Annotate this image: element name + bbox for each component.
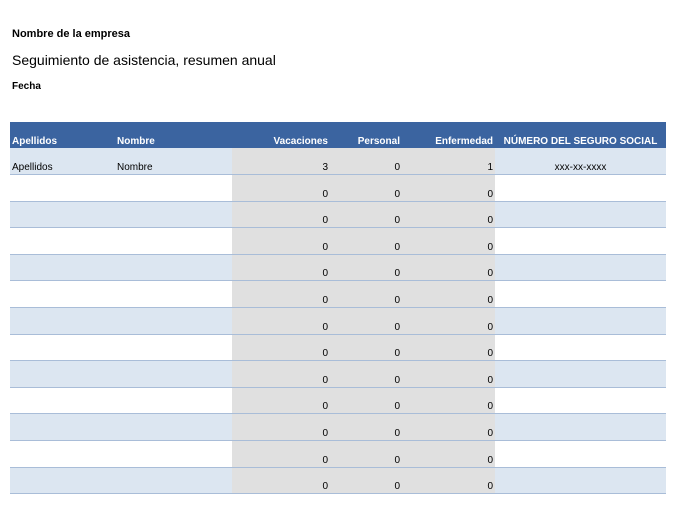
table-row xyxy=(10,441,666,468)
cell-last-name[interactable] xyxy=(10,201,115,228)
cell-sick[interactable]: 0 xyxy=(402,175,495,202)
cell-personal[interactable]: 0 xyxy=(330,361,402,388)
cell-first-name[interactable] xyxy=(115,175,232,202)
cell-ssn[interactable] xyxy=(495,281,666,308)
cell-first-name[interactable] xyxy=(115,201,232,228)
cell-sick[interactable]: 0 xyxy=(402,281,495,308)
cell-last-name[interactable] xyxy=(10,361,115,388)
cell-ssn[interactable] xyxy=(495,441,666,468)
cell-vacation[interactable]: 0 xyxy=(232,308,330,335)
cell-first-name[interactable] xyxy=(115,254,232,281)
cell-vacation[interactable]: 0 xyxy=(232,175,330,202)
cell-last-name[interactable] xyxy=(10,308,115,335)
cell-personal[interactable]: 0 xyxy=(330,228,402,255)
cell-personal[interactable]: 0 xyxy=(330,254,402,281)
cell-ssn[interactable] xyxy=(495,254,666,281)
cell-sick[interactable]: 0 xyxy=(402,467,495,494)
cell-ssn[interactable] xyxy=(495,361,666,388)
cell-personal[interactable]: 0 xyxy=(330,334,402,361)
cell-first-name[interactable] xyxy=(115,387,232,414)
cell-sick[interactable]: 0 xyxy=(402,441,495,468)
cell-personal[interactable]: 0 xyxy=(330,201,402,228)
cell-personal[interactable]: 0 xyxy=(330,387,402,414)
column-header-personal[interactable]: Personal xyxy=(330,122,402,148)
cell-first-name[interactable] xyxy=(115,441,232,468)
cell-ssn[interactable] xyxy=(495,308,666,335)
cell-first-name[interactable] xyxy=(115,361,232,388)
cell-first-name[interactable]: Nombre xyxy=(115,148,232,175)
table-row xyxy=(10,467,666,494)
cell-personal[interactable]: 0 xyxy=(330,148,402,175)
cell-vacation[interactable]: 0 xyxy=(232,201,330,228)
cell-ssn[interactable] xyxy=(495,175,666,202)
cell-vacation[interactable]: 0 xyxy=(232,334,330,361)
cell-last-name[interactable]: Apellidos xyxy=(10,148,115,175)
table-row xyxy=(10,281,666,308)
cell-vacation[interactable]: 0 xyxy=(232,281,330,308)
date-label: Fecha xyxy=(12,81,41,92)
cell-sick[interactable]: 0 xyxy=(402,254,495,281)
cell-sick[interactable]: 0 xyxy=(402,308,495,335)
table-header-row xyxy=(10,122,666,148)
cell-personal[interactable]: 0 xyxy=(330,414,402,441)
attendance-table xyxy=(10,122,666,494)
cell-vacation[interactable]: 3 xyxy=(232,148,330,175)
company-name: Nombre de la empresa xyxy=(12,28,130,40)
table-row xyxy=(10,201,666,228)
cell-ssn[interactable] xyxy=(495,201,666,228)
cell-last-name[interactable] xyxy=(10,467,115,494)
table-row xyxy=(10,254,666,281)
column-header-sick[interactable]: Enfermedad xyxy=(402,122,495,148)
cell-sick[interactable]: 0 xyxy=(402,361,495,388)
cell-ssn[interactable] xyxy=(495,467,666,494)
table-row xyxy=(10,361,666,388)
cell-vacation[interactable]: 0 xyxy=(232,387,330,414)
cell-last-name[interactable] xyxy=(10,414,115,441)
column-header-ssn[interactable]: NÚMERO DEL SEGURO SOCIAL xyxy=(495,122,666,148)
cell-vacation[interactable]: 0 xyxy=(232,467,330,494)
cell-last-name[interactable] xyxy=(10,387,115,414)
cell-first-name[interactable] xyxy=(115,228,232,255)
table-row xyxy=(10,148,666,175)
cell-sick[interactable]: 0 xyxy=(402,334,495,361)
cell-sick[interactable]: 0 xyxy=(402,201,495,228)
cell-vacation[interactable]: 0 xyxy=(232,228,330,255)
cell-sick[interactable]: 0 xyxy=(402,414,495,441)
cell-last-name[interactable] xyxy=(10,281,115,308)
cell-first-name[interactable] xyxy=(115,281,232,308)
cell-first-name[interactable] xyxy=(115,334,232,361)
cell-personal[interactable]: 0 xyxy=(330,175,402,202)
cell-ssn[interactable] xyxy=(495,414,666,441)
cell-sick[interactable]: 0 xyxy=(402,387,495,414)
cell-last-name[interactable] xyxy=(10,228,115,255)
cell-vacation[interactable]: 0 xyxy=(232,441,330,468)
cell-personal[interactable]: 0 xyxy=(330,467,402,494)
cell-ssn[interactable]: xxx-xx-xxxx xyxy=(495,148,666,175)
cell-last-name[interactable] xyxy=(10,441,115,468)
cell-ssn[interactable] xyxy=(495,334,666,361)
cell-ssn[interactable] xyxy=(495,228,666,255)
cell-vacation[interactable]: 0 xyxy=(232,254,330,281)
column-header-first-name[interactable]: Nombre xyxy=(115,122,232,148)
cell-last-name[interactable] xyxy=(10,254,115,281)
column-header-vacation[interactable]: Vacaciones xyxy=(232,122,330,148)
cell-personal[interactable]: 0 xyxy=(330,441,402,468)
cell-first-name[interactable] xyxy=(115,414,232,441)
table-row xyxy=(10,387,666,414)
table-row xyxy=(10,308,666,335)
table-row xyxy=(10,175,666,202)
cell-sick[interactable]: 0 xyxy=(402,228,495,255)
column-header-last-name[interactable]: Apellidos xyxy=(10,122,115,148)
cell-personal[interactable]: 0 xyxy=(330,308,402,335)
table-body xyxy=(10,148,666,494)
cell-first-name[interactable] xyxy=(115,467,232,494)
cell-personal[interactable]: 0 xyxy=(330,281,402,308)
cell-first-name[interactable] xyxy=(115,308,232,335)
table-row xyxy=(10,414,666,441)
cell-vacation[interactable]: 0 xyxy=(232,361,330,388)
table-row xyxy=(10,228,666,255)
table-row xyxy=(10,334,666,361)
cell-last-name[interactable] xyxy=(10,175,115,202)
cell-last-name[interactable] xyxy=(10,334,115,361)
cell-sick[interactable]: 1 xyxy=(402,148,495,175)
cell-ssn[interactable] xyxy=(495,387,666,414)
cell-vacation[interactable]: 0 xyxy=(232,414,330,441)
page-title: Seguimiento de asistencia, resumen anual xyxy=(12,52,276,68)
